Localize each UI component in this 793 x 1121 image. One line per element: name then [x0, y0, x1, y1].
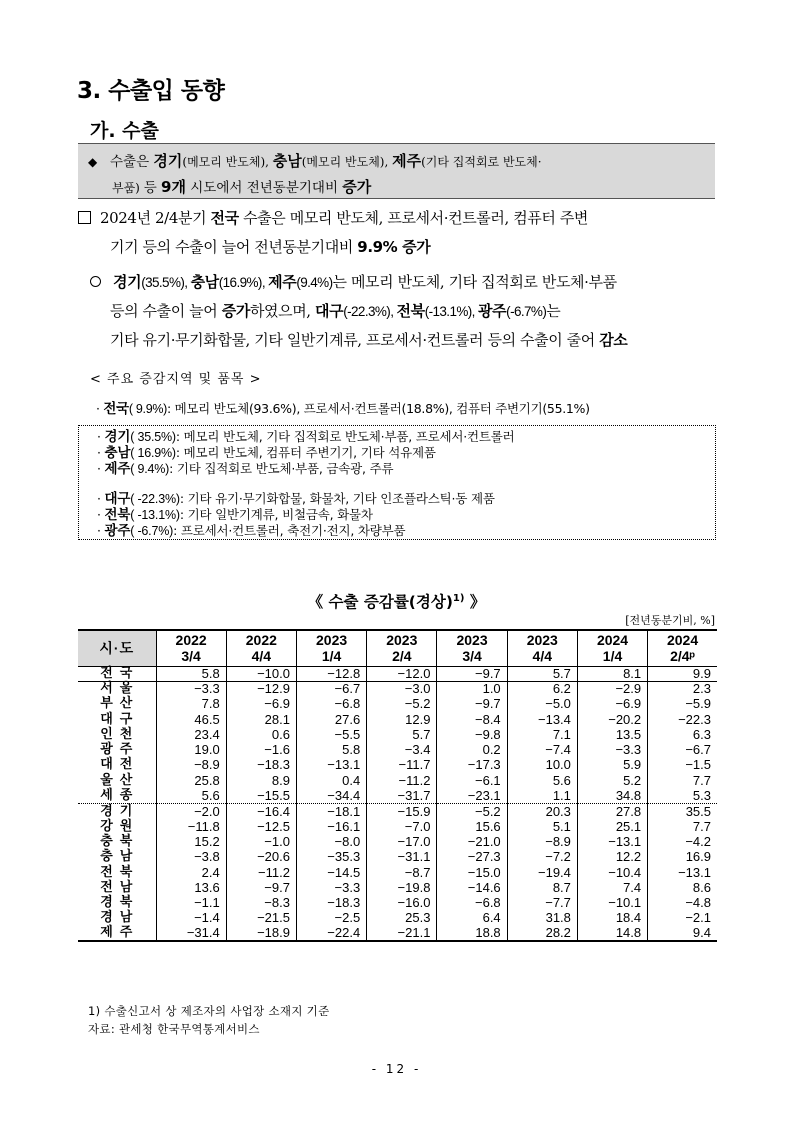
cell-value: 6.3 [648, 727, 717, 742]
cell-value: 35.5 [648, 804, 717, 819]
circle-bullet-icon [90, 276, 101, 287]
cell-value: 18.8 [437, 926, 507, 941]
cell-value: −9.7 [437, 697, 507, 712]
regional-paragraph-line-3 [78, 326, 723, 355]
cell-value: 1.1 [507, 788, 577, 803]
source-note: 자료: 관세청 한국무역통계서비스 [88, 1022, 260, 1036]
cell-value: 25.1 [577, 819, 647, 834]
text-run: 증가 [342, 178, 372, 196]
cell-value: 5.9 [577, 758, 647, 773]
cell-value: −15.0 [437, 865, 507, 880]
text-run: 수출은 메모리 반도체, 프로세서·컨트롤러, 컴퓨터 주변 [238, 209, 589, 227]
table-row [78, 834, 717, 849]
region-item: · 전북( -13.1%): 기타 일반기계류, 비철금속, 화물차 [97, 507, 373, 523]
cell-value: −6.1 [437, 773, 507, 788]
national-paragraph-line-1-text [100, 209, 588, 227]
cell-value: 5.3 [648, 788, 717, 803]
text-run: 등 [143, 180, 162, 196]
region-name: 광주 [104, 523, 131, 539]
cell-value: 7.7 [648, 819, 717, 834]
region-items: : 프로세서·컨트롤러, 축전기·전지, 차량부품 [173, 523, 406, 538]
table-row [78, 819, 717, 834]
cell-value: 7.1 [507, 727, 577, 742]
table-row [78, 727, 717, 742]
region-name: 대구 [104, 491, 131, 507]
cell-value: 16.9 [648, 850, 717, 865]
cell-value: −21.0 [437, 834, 507, 849]
text-run: 시도에서 전년동분기대비 [185, 180, 343, 196]
text-run: (기타 집적회로 반도체· [421, 155, 542, 169]
cell-value: −5.0 [507, 697, 577, 712]
cell-value: −1.1 [156, 895, 226, 910]
table-row [78, 742, 717, 757]
cell-value: −6.9 [226, 697, 296, 712]
text-run: 제주 [392, 152, 422, 170]
header-region: 시·도 [78, 630, 156, 666]
table-row [78, 773, 717, 788]
cell-value: 13.6 [156, 880, 226, 895]
cell-value: −17.0 [367, 834, 437, 849]
row-region: 강원 [78, 819, 156, 834]
table-row [78, 880, 717, 895]
cell-value: −6.8 [296, 697, 366, 712]
cell-value: 10.0 [507, 758, 577, 773]
text-run: 경기 [153, 152, 183, 170]
region-name: 전북 [104, 507, 131, 523]
cell-value: −11.2 [226, 865, 296, 880]
table-row [78, 697, 717, 712]
region-rate: ( -22.3%) [130, 492, 180, 506]
row-region: 울산 [78, 773, 156, 788]
header-period: 2023 3/4 [437, 630, 507, 666]
cell-value: −8.9 [156, 758, 226, 773]
text-run: (35.5%), [141, 275, 191, 290]
text-run: 경기 [113, 273, 142, 291]
regional-paragraph-line-1 [78, 268, 723, 297]
cell-value: −5.5 [296, 727, 366, 742]
region-items: : 기타 유기·무기화합물, 화물차, 기타 인조플라스틱·동 제품 [179, 491, 495, 506]
cell-value: −2.1 [648, 911, 717, 926]
cell-value: −17.3 [437, 758, 507, 773]
cell-value: −13.1 [648, 865, 717, 880]
table-title: 《 수출 증감률(경상)$^{1)}$ 》 [307, 592, 486, 611]
cell-value: 9.4 [648, 926, 717, 941]
cell-value: 0.2 [437, 742, 507, 757]
text-run: (16.9%), [218, 275, 269, 290]
cell-value: −2.5 [296, 911, 366, 926]
cell-value: −22.3 [648, 712, 717, 727]
row-region: 광주 [78, 742, 156, 757]
cell-value: −15.5 [226, 788, 296, 803]
text-run: 등의 수출이 늘어 [110, 302, 222, 320]
cell-value: −12.8 [296, 666, 366, 681]
text-run: 전북 [396, 302, 425, 320]
regional-paragraph-line-2 [78, 297, 723, 326]
cell-value: −9.7 [437, 666, 507, 681]
cell-value: −6.9 [577, 697, 647, 712]
national-rate: ( 9.9%) [128, 402, 168, 416]
cell-value: −10.1 [577, 895, 647, 910]
cell-value: −34.4 [296, 788, 366, 803]
region-item: · 제주( 9.4%): 기타 집적회로 반도체·부품, 금속광, 주류 [97, 461, 394, 477]
cell-value: 12.9 [367, 712, 437, 727]
cell-value: 5.8 [156, 666, 226, 681]
national-key-items: · 전국( 9.9%): 메모리 반도체(93.6%), 프로세서·컨트롤러(18.8%), 컴퓨터 주변기기(55.1%) [96, 401, 590, 417]
region-items: : 기타 일반기계류, 비철금속, 화물차 [179, 507, 373, 522]
region-name: 제주 [104, 461, 131, 477]
header-period: 2022 3/4 [156, 630, 226, 666]
row-region: 경기 [78, 804, 156, 819]
cell-value: −7.4 [507, 742, 577, 757]
cell-value: 8.6 [648, 880, 717, 895]
subsection-heading: 가. 수출 [90, 120, 159, 142]
cell-value: −18.9 [226, 926, 296, 941]
cell-value: 12.2 [577, 850, 647, 865]
summary-box [78, 143, 715, 199]
cell-value: −6.8 [437, 895, 507, 910]
cell-value: −3.4 [367, 742, 437, 757]
text-run: (메모리 반도체), [182, 155, 273, 169]
cell-value: −18.3 [226, 758, 296, 773]
cell-value: −7.0 [367, 819, 437, 834]
row-region: 전국 [78, 666, 156, 681]
region-rate: ( 9.4%) [130, 462, 170, 476]
cell-value: 2.4 [156, 865, 226, 880]
cell-value: −3.8 [156, 850, 226, 865]
row-region: 서울 [78, 681, 156, 696]
cell-value: 5.7 [367, 727, 437, 742]
region-items: : 메모리 반도체, 컴퓨터 주변기기, 기타 석유제품 [175, 445, 436, 460]
table-unit: [전년동분기비, %] [625, 614, 715, 627]
cell-value: −1.6 [226, 742, 296, 757]
region-rate: ( 35.5%) [130, 430, 176, 444]
header-period: 2022 4/4 [226, 630, 296, 666]
square-bullet-icon [78, 211, 91, 224]
region-rate: ( 16.9%) [130, 446, 176, 460]
row-region: 경남 [78, 911, 156, 926]
cell-value: 25.3 [367, 911, 437, 926]
cell-value: −19.8 [367, 880, 437, 895]
header-period: 2023 1/4 [296, 630, 366, 666]
cell-value: 6.4 [437, 911, 507, 926]
cell-value: 28.2 [507, 926, 577, 941]
cell-value: −31.4 [156, 926, 226, 941]
table-row [78, 804, 717, 819]
row-region: 제주 [78, 926, 156, 941]
cell-value: −16.0 [367, 895, 437, 910]
cell-value: −4.2 [648, 834, 717, 849]
cell-value: −18.3 [296, 895, 366, 910]
text-run: (9.4%) [296, 275, 333, 290]
cell-value: −8.9 [507, 834, 577, 849]
cell-value: −8.7 [367, 865, 437, 880]
header-period: 2023 2/4 [367, 630, 437, 666]
row-region: 대구 [78, 712, 156, 727]
row-region: 전남 [78, 880, 156, 895]
cell-value: −5.2 [367, 697, 437, 712]
cell-value: 5.1 [507, 819, 577, 834]
cell-value: −8.0 [296, 834, 366, 849]
page-number: - 12 - [371, 1062, 422, 1076]
cell-value: 34.8 [577, 788, 647, 803]
cell-value: −8.4 [437, 712, 507, 727]
region-rate: ( -13.1%) [130, 508, 180, 522]
cell-value: −14.6 [437, 880, 507, 895]
cell-value: −27.3 [437, 850, 507, 865]
cell-value: −9.7 [226, 880, 296, 895]
text-run: 9개 [161, 178, 186, 196]
cell-value: −1.5 [648, 758, 717, 773]
cell-value: 5.8 [296, 742, 366, 757]
cell-value: −10.0 [226, 666, 296, 681]
text-run: 부품) [112, 181, 144, 195]
decrease-items-list [97, 491, 715, 539]
row-region: 대전 [78, 758, 156, 773]
cell-value: −1.4 [156, 911, 226, 926]
cell-value: 28.1 [226, 712, 296, 727]
text-run: 대구 [315, 302, 344, 320]
regional-paragraph-line-1-text [113, 273, 617, 291]
cell-value: −18.1 [296, 804, 366, 819]
region-name: 충남 [104, 445, 131, 461]
cell-value: 20.3 [507, 804, 577, 819]
text-run: 는 [546, 302, 561, 320]
cell-value: 5.6 [156, 788, 226, 803]
cell-value: −6.7 [648, 742, 717, 757]
cell-value: −2.9 [577, 681, 647, 696]
text-run: (-13.1%), [424, 304, 478, 319]
text-run: 전국 [210, 209, 239, 227]
cell-value: −31.1 [367, 850, 437, 865]
summary-line-2 [88, 175, 707, 201]
text-run: (-22.3%), [343, 304, 397, 319]
cell-value: 5.6 [507, 773, 577, 788]
table-row [78, 865, 717, 880]
text-run: (메모리 반도체), [301, 155, 393, 169]
export-growth-table [78, 629, 717, 942]
cell-value: 19.0 [156, 742, 226, 757]
cell-value: −6.7 [296, 681, 366, 696]
cell-value: −14.5 [296, 865, 366, 880]
text-run: 기타 유기·무기화합물, 기타 일반기계류, 프로세서·컨트롤러 등의 수출이 줄어 [110, 331, 600, 349]
header-period: 2024 2/4ᵖ [648, 630, 717, 666]
cell-value: −20.2 [577, 712, 647, 727]
text-run: 기기 등의 수출이 늘어 전년동분기대비 [110, 238, 358, 256]
text-run: 충남 [190, 273, 219, 291]
region-items: : 기타 집적회로 반도체·부품, 금속광, 주류 [169, 461, 394, 476]
table-row [78, 712, 717, 727]
cell-value: −12.9 [226, 681, 296, 696]
cell-value: 7.4 [577, 880, 647, 895]
cell-value: 14.8 [577, 926, 647, 941]
text-run: 9.9% 증가 [357, 238, 431, 256]
cell-value: 27.6 [296, 712, 366, 727]
summary-line-1 [88, 149, 707, 175]
table-row [78, 895, 717, 910]
row-region: 부산 [78, 697, 156, 712]
text-run: (-6.7%) [506, 304, 547, 319]
cell-value: −15.9 [367, 804, 437, 819]
cell-value: 0.6 [226, 727, 296, 742]
cell-value: −9.8 [437, 727, 507, 742]
cell-value: 13.5 [577, 727, 647, 742]
text-run: 증가 [221, 302, 250, 320]
cell-value: −31.7 [367, 788, 437, 803]
cell-value: −23.1 [437, 788, 507, 803]
region-rate: ( -6.7%) [130, 524, 174, 538]
cell-value: −10.4 [577, 865, 647, 880]
cell-value: −21.5 [226, 911, 296, 926]
cell-value: −35.3 [296, 850, 366, 865]
cell-value: −3.3 [156, 681, 226, 696]
cell-value: 5.2 [577, 773, 647, 788]
increase-items-list [97, 429, 715, 477]
cell-value: 18.4 [577, 911, 647, 926]
table-row [78, 850, 717, 865]
cell-value: 9.9 [648, 666, 717, 681]
cell-value: 6.2 [507, 681, 577, 696]
summary-line-1-text [110, 154, 542, 170]
cell-value: −16.4 [226, 804, 296, 819]
text-run: 광주 [477, 302, 507, 320]
footnote: 1) 수출신고서 상 제조자의 사업장 소재지 기준 [88, 1004, 330, 1018]
table-row [78, 911, 717, 926]
cell-value: −20.6 [226, 850, 296, 865]
regional-paragraph [78, 268, 723, 355]
cell-value: −7.7 [507, 895, 577, 910]
cell-value: −11.7 [367, 758, 437, 773]
cell-value: 2.3 [648, 681, 717, 696]
region-item: · 광주( -6.7%): 프로세서·컨트롤러, 축전기·전지, 차량부품 [97, 523, 406, 539]
cell-value: −16.1 [296, 819, 366, 834]
cell-value: −4.8 [648, 895, 717, 910]
text-run: 감소 [599, 331, 628, 349]
cell-value: 5.7 [507, 666, 577, 681]
text-run: 하였으며, [249, 302, 316, 320]
cell-value: −3.3 [577, 742, 647, 757]
cell-value: −5.2 [437, 804, 507, 819]
cell-value: 25.8 [156, 773, 226, 788]
cell-value: −13.4 [507, 712, 577, 727]
text-run: 수출은 [110, 154, 154, 170]
regional-key-items-box [78, 425, 716, 540]
region-items: : 메모리 반도체, 기타 집적회로 반도체·부품, 프로세서·컨트롤러 [175, 429, 515, 444]
cell-value: 46.5 [156, 712, 226, 727]
section-heading: 3. 수출입 동향 [77, 78, 225, 104]
national-paragraph-line-2 [78, 233, 723, 262]
key-items-caption: < 주요 증감지역 및 품목 > [90, 372, 262, 387]
diamond-bullet-icon: ◆ [88, 155, 98, 169]
table-row [78, 926, 717, 941]
national-region: 전국 [103, 401, 129, 417]
cell-value: 7.8 [156, 697, 226, 712]
row-region: 충북 [78, 834, 156, 849]
cell-value: 15.2 [156, 834, 226, 849]
cell-value: −19.4 [507, 865, 577, 880]
cell-value: 8.1 [577, 666, 647, 681]
cell-value: −5.9 [648, 697, 717, 712]
cell-value: −13.1 [296, 758, 366, 773]
cell-value: −11.8 [156, 819, 226, 834]
cell-value: −12.5 [226, 819, 296, 834]
cell-value: 8.7 [507, 880, 577, 895]
region-item: · 경기( 35.5%): 메모리 반도체, 기타 집적회로 반도체·부품, 프로세서·컨트롤러 [97, 429, 515, 445]
region-item: · 대구( -22.3%): 기타 유기·무기화합물, 화물차, 기타 인조플라스틱·동 제품 [97, 491, 495, 507]
cell-value: 23.4 [156, 727, 226, 742]
text-run: 는 메모리 반도체, 기타 집적회로 반도체·부품 [332, 273, 617, 291]
header-period: 2024 1/4 [577, 630, 647, 666]
cell-value: 15.6 [437, 819, 507, 834]
region-item: · 충남( 16.9%): 메모리 반도체, 컴퓨터 주변기기, 기타 석유제품 [97, 445, 436, 461]
cell-value: −3.0 [367, 681, 437, 696]
row-region: 충남 [78, 850, 156, 865]
cell-value: −11.2 [367, 773, 437, 788]
table-row [78, 758, 717, 773]
national-paragraph-line-1 [78, 204, 723, 233]
cell-value: −1.0 [226, 834, 296, 849]
table-row [78, 788, 717, 803]
row-region: 전북 [78, 865, 156, 880]
cell-value: 0.4 [296, 773, 366, 788]
header-period: 2023 4/4 [507, 630, 577, 666]
cell-value: −12.0 [367, 666, 437, 681]
cell-value: −7.2 [507, 850, 577, 865]
cell-value: 7.7 [648, 773, 717, 788]
cell-value: 1.0 [437, 681, 507, 696]
cell-value: −13.1 [577, 834, 647, 849]
text-run: 충남 [272, 152, 302, 170]
cell-value: −3.3 [296, 880, 366, 895]
cell-value: −2.0 [156, 804, 226, 819]
row-region: 세종 [78, 788, 156, 803]
text-run: 제주 [268, 273, 297, 291]
table-row [78, 666, 717, 681]
table-row [78, 681, 717, 696]
cell-value: 31.8 [507, 911, 577, 926]
cell-value: 27.8 [577, 804, 647, 819]
cell-value: 8.9 [226, 773, 296, 788]
cell-value: −21.1 [367, 926, 437, 941]
row-region: 경북 [78, 895, 156, 910]
table-header-row [78, 630, 717, 666]
national-paragraph [78, 204, 723, 262]
row-region: 인천 [78, 727, 156, 742]
cell-value: −8.3 [226, 895, 296, 910]
cell-value: −22.4 [296, 926, 366, 941]
text-run: 2024년 2/4분기 [100, 209, 211, 227]
region-name: 경기 [104, 429, 131, 445]
national-items: : 메모리 반도체(93.6%), 프로세서·컨트롤러(18.8%), 컴퓨터 주변기기(55.1%) [167, 401, 590, 416]
